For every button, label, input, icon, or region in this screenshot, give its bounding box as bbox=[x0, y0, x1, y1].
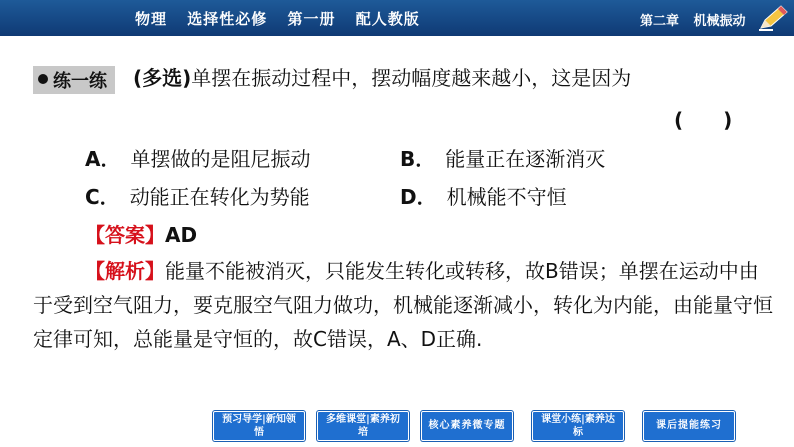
book-label: 第一册 bbox=[287, 10, 336, 28]
chapter-number: 第二章 bbox=[640, 14, 680, 29]
question-text: 单摆在振动过程中，摆动幅度越来越小，这是因为 bbox=[191, 66, 632, 90]
nav-after-class-button[interactable] bbox=[643, 411, 735, 441]
nav-label: 预习导学|新知领悟 bbox=[222, 414, 296, 438]
question-type: (多选) bbox=[133, 66, 192, 90]
option-text: 机械能不守恒 bbox=[446, 185, 567, 209]
nav-label: 核心素养微专题 bbox=[428, 420, 506, 431]
nav-label: 课后提能练习 bbox=[656, 420, 722, 431]
option-c bbox=[85, 181, 310, 210]
answer-value: AD bbox=[165, 223, 198, 247]
subject-label: 物理 bbox=[135, 10, 168, 28]
option-text: 动能正在转化为势能 bbox=[129, 185, 310, 209]
option-letter: C． bbox=[85, 185, 120, 209]
option-a bbox=[85, 143, 310, 172]
option-letter: D． bbox=[400, 185, 437, 209]
option-b bbox=[400, 143, 605, 172]
nav-core-topic-button[interactable] bbox=[421, 411, 513, 441]
exercise-tag: 练一练 bbox=[33, 66, 115, 94]
explanation-label: 【解析】 bbox=[85, 259, 165, 283]
edition-label: 配人教版 bbox=[355, 10, 420, 28]
explanation-text: 能量不能被消灭，只能发生转化或转移，故B错误；单摆在运动中由于受到空气阻力，要克服空气阻力做功，机械能逐渐减小，转化为内能，由能量守恒定律可知，总能量是守恒的，故C错误，A、D正确. bbox=[33, 259, 773, 351]
option-text: 单摆做的是阻尼振动 bbox=[130, 147, 311, 171]
option-letter: B． bbox=[400, 147, 436, 171]
question-heading bbox=[33, 62, 631, 92]
option-text: 能量正在逐渐消灭 bbox=[445, 147, 606, 171]
answer-line bbox=[85, 219, 197, 248]
nav-classroom-button[interactable] bbox=[317, 411, 409, 441]
nav-preview-button[interactable] bbox=[213, 411, 305, 441]
nav-label: 课堂小练|素养达标 bbox=[541, 414, 615, 438]
option-d bbox=[400, 181, 567, 210]
chapter-title: 机械振动 bbox=[693, 14, 746, 29]
explanation-block bbox=[33, 254, 773, 356]
answer-blank: ( ) bbox=[674, 108, 733, 132]
volume-label: 选择性必修 bbox=[187, 10, 268, 28]
answer-label: 【答案】 bbox=[85, 223, 165, 247]
nav-practice-button[interactable] bbox=[532, 411, 624, 441]
option-letter: A． bbox=[85, 147, 121, 171]
nav-label: 多维课堂|素养初培 bbox=[326, 414, 400, 438]
